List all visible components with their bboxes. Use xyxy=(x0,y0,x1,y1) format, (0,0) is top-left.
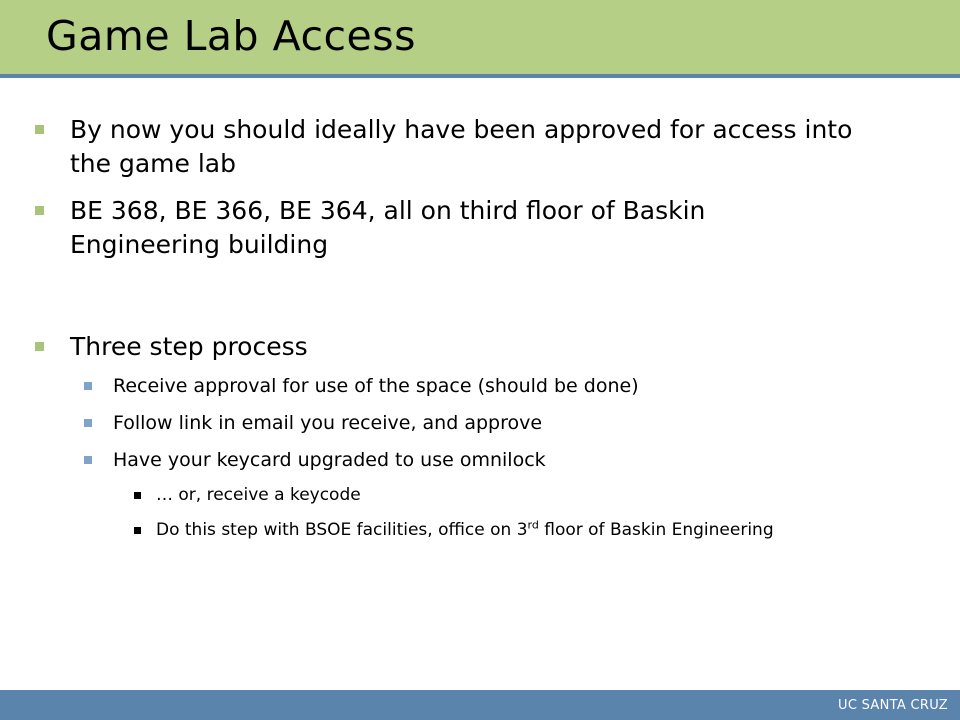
sub-bullet-follow-link xyxy=(113,410,913,436)
bullet-approval xyxy=(70,113,910,181)
bullet-process xyxy=(70,330,910,364)
bullet-text-line: Engineering building xyxy=(70,230,329,259)
bullet-square-icon xyxy=(35,342,44,351)
slide-title: Game Lab Access xyxy=(46,12,416,60)
bullet-text-line: the game lab xyxy=(70,149,236,178)
bullet-text-line xyxy=(156,519,936,542)
bullet-square-icon xyxy=(84,382,92,390)
subsub-bullet-keycode xyxy=(156,484,936,507)
ordinal-suffix: rd xyxy=(527,518,539,532)
bullet-text-line: By now you should ideally have been approved for access into xyxy=(70,115,853,144)
bullet-square-icon xyxy=(84,456,92,464)
sub-bullet-keycard xyxy=(113,447,913,473)
footer-bar xyxy=(0,690,960,720)
bullet-square-icon xyxy=(84,419,92,427)
bullet-text-line: BE 368, BE 366, BE 364, all on third floor of Baskin xyxy=(70,196,706,225)
bullet-text-line: … or, receive a keycode xyxy=(156,485,361,505)
bullet-square-icon xyxy=(35,206,44,215)
bullet-text-part: Do this step with BSOE facilities, office on 3 xyxy=(156,520,528,540)
bullet-text-line: Three step process xyxy=(70,332,308,361)
bullet-text-line: Receive approval for use of the space (should be done) xyxy=(113,375,639,397)
sub-bullet-receive-approval xyxy=(113,373,913,399)
bullet-square-icon xyxy=(134,492,141,499)
footer-label: UC SANTA CRUZ xyxy=(838,698,948,713)
bullet-rooms xyxy=(70,194,910,262)
bullet-square-icon xyxy=(134,527,141,534)
bullet-text-part: floor of Baskin Engineering xyxy=(538,520,774,540)
bullet-text-line: Have your keycard upgraded to use omnilock xyxy=(113,449,546,471)
bullet-square-icon xyxy=(35,125,44,134)
bullet-text-line: Follow link in email you receive, and approve xyxy=(113,412,543,434)
subsub-bullet-facilities xyxy=(156,519,936,542)
